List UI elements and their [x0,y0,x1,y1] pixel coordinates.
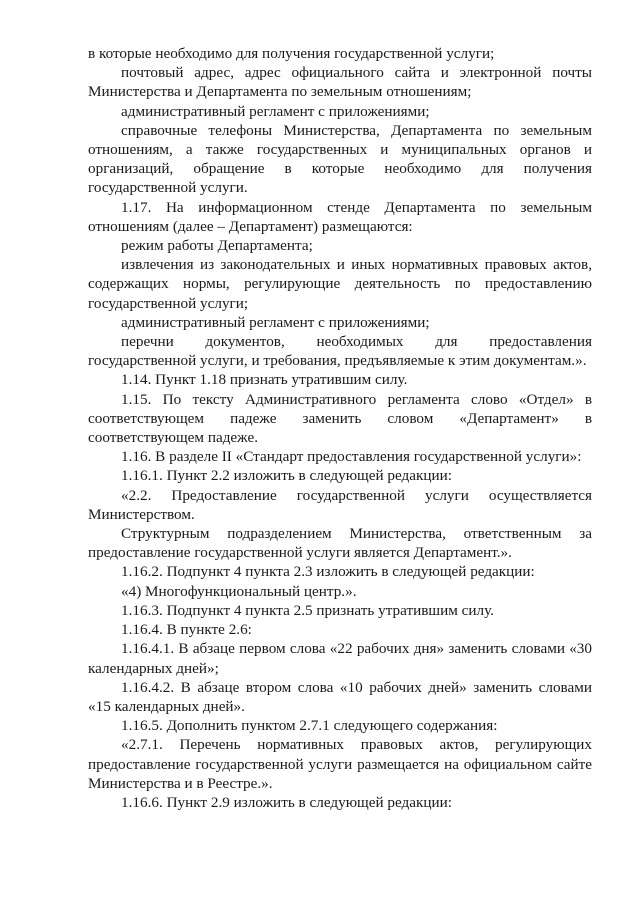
paragraph-2: почтовый адрес, адрес официального сайта и электронной почты Министерства и Департамента по земельным отношениям; [88,64,592,101]
paragraph-19: 1.16.4. В пункте 2.6: [121,621,252,639]
paragraph-17: «4) Многофункциональный центр.». [121,582,357,600]
paragraph-16: 1.16.2. Подпункт 4 пункта 2.3 изложить в следующей редакции: [121,563,535,581]
paragraph-18: 1.16.3. Подпункт 4 пункта 2.5 признать утратившим силу. [121,601,494,619]
paragraph-11: 1.15. По тексту Административного регламента слово «Отдел» в соответствующем падеже заменить словом «Департамент» в соответствующем падеже. [88,390,592,447]
paragraph-9: перечни документов, необходимых для предоставления государственной услуги, и требования, предъявляемые к этим документам.». [88,333,592,370]
paragraph-4: справочные телефоны Министерства, Департамента по земельным отношениям, а также государственных и муниципальных органов и организаций, обращение в которые необходимо для получения государственной услуги. [88,121,592,197]
paragraph-5: 1.17. На информационном стенде Департамента по земельным отношениям (далее – Департамент) размещаются: [88,198,592,235]
paragraph-23: «2.7.1. Перечень нормативных правовых актов, регулирующих предоставление государственной услуги размещается на официальном сайте Министерства и в Реестре.». [88,736,592,792]
paragraph-24: 1.16.6. Пункт 2.9 изложить в следующей редакции: [121,793,452,811]
paragraph-6: режим работы Департамента; [121,237,313,255]
paragraph-14: «2.2. Предоставление государственной услуги осуществляется Министерством. [88,486,592,523]
paragraph-3: административный регламент с приложениями; [121,102,430,120]
paragraph-22: 1.16.5. Дополнить пунктом 2.7.1 следующего содержания: [121,717,498,735]
paragraph-7: извлечения из законодательных и иных нормативных правовых актов, содержащих нормы, регулирующие деятельность по предоставлению государственной услуги; [88,256,592,312]
paragraph-1: в которые необходимо для получения государственной услуги; [88,45,495,62]
paragraph-20: 1.16.4.1. В абзаце первом слова «22 рабочих дня» заменить словами «30 календарных дней»; [88,640,592,677]
paragraph-21: 1.16.4.2. В абзаце втором слова «10 рабочих дней» заменить словами «15 календарных дней». [88,678,592,715]
paragraph-10: 1.14. Пункт 1.18 признать утратившим силу. [121,371,408,389]
paragraph-8: административный регламент с приложениями; [121,313,430,331]
document-page [88,44,592,812]
paragraph-13: 1.16.1. Пункт 2.2 изложить в следующей редакции: [121,467,452,485]
paragraph-12: 1.16. В разделе II «Стандарт предоставления государственной услуги»: [121,448,582,466]
paragraph-15: Структурным подразделением Министерства, ответственным за предоставление государственной услуги является Департамент.». [88,525,592,562]
